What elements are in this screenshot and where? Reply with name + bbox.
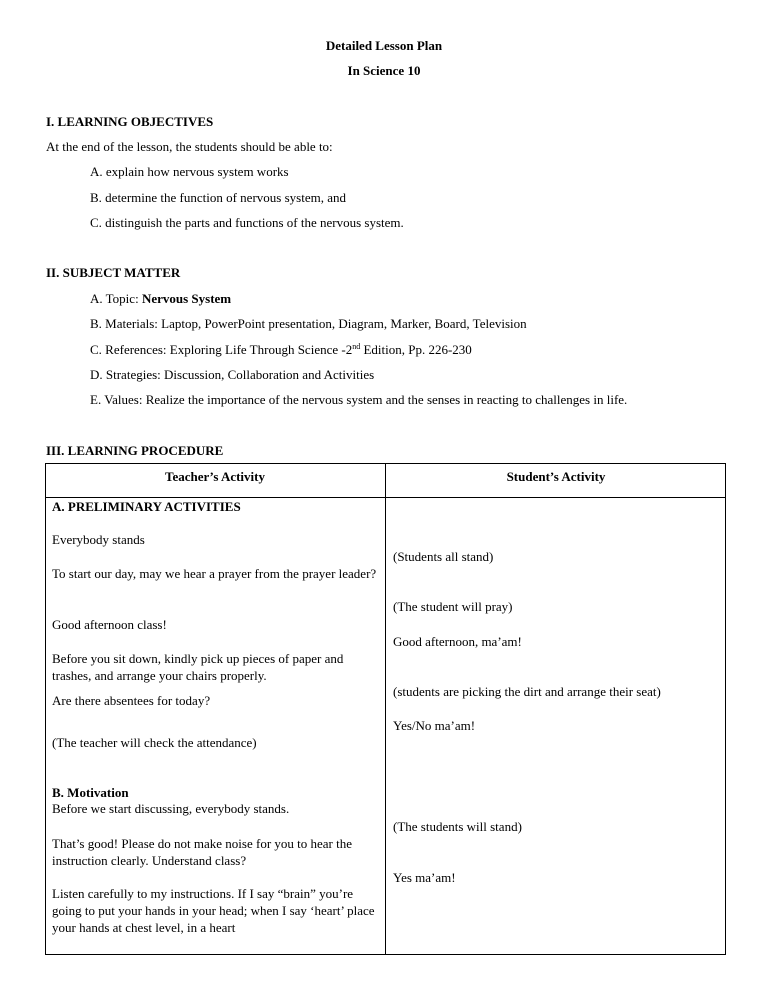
teacher-line: Are there absentees for today? [52, 693, 211, 708]
student-line: Yes/No ma’am! [393, 718, 476, 733]
teacher-line: Listen carefully to my instructions. If I say “brain” you’re going to put your hands in your head; when I say ‘heart’ place your hands at chest level, in a heart [52, 886, 375, 935]
topic-label: A. Topic: [90, 291, 142, 306]
column-header-teacher: Teacher’s Activity [164, 469, 265, 484]
document-subtitle: In Science 10 [347, 63, 421, 78]
teacher-line: Good afternoon class! [52, 617, 167, 632]
teacher-line: Before you sit down, kindly pick up pieces of paper and trashes, and arrange your chairs properly. [52, 651, 344, 683]
subject-matter-heading: II. SUBJECT MATTER [46, 265, 181, 280]
values-line: E. Values: Realize the importance of the nervous system and the senses in reacting to challenges in life. [90, 392, 628, 407]
student-line: (Students all stand) [393, 549, 494, 564]
topic-value: Nervous System [141, 291, 232, 306]
teacher-line: That’s good! Please do not make noise for you to hear the instruction clearly. Understand class? [52, 836, 353, 868]
procedure-heading: III. LEARNING PROCEDURE [46, 443, 224, 458]
document-title: Detailed Lesson Plan [325, 38, 443, 53]
teacher-line: Before we start discussing, everybody stands. [52, 801, 290, 816]
column-header-student: Student’s Activity [506, 469, 606, 484]
motivation-heading: B. Motivation [52, 785, 129, 800]
references-suffix: Edition, Pp. 226-230 [360, 342, 472, 357]
materials-line: B. Materials: Laptop, PowerPoint presentation, Diagram, Marker, Board, Television [90, 316, 527, 331]
table-header-divider [45, 497, 726, 498]
objective-item-b: B. determine the function of nervous system, and [90, 190, 346, 205]
student-line: (students are picking the dirt and arrange their seat) [393, 684, 661, 699]
teacher-line: To start our day, may we hear a prayer from the prayer leader? [52, 566, 377, 581]
section-preliminary-heading: A. PRELIMINARY ACTIVITIES [52, 499, 241, 514]
objectives-intro: At the end of the lesson, the students should be able to: [46, 139, 333, 154]
student-line: Yes ma’am! [393, 870, 456, 885]
student-line: (The student will pray) [393, 599, 513, 614]
teacher-line: (The teacher will check the attendance) [52, 735, 257, 750]
references-superscript: nd [352, 342, 361, 351]
topic-line [90, 291, 231, 307]
objective-item-c: C. distinguish the parts and functions of the nervous system. [90, 215, 404, 230]
teacher-line: Everybody stands [52, 532, 145, 547]
references-line [90, 342, 472, 358]
objective-item-a: A. explain how nervous system works [90, 164, 289, 179]
student-line: (The students will stand) [393, 819, 522, 834]
table-column-divider [385, 463, 386, 955]
student-line: Good afternoon, ma’am! [393, 634, 522, 649]
objectives-heading: I. LEARNING OBJECTIVES [46, 114, 214, 129]
references-prefix: C. References: Exploring Life Through Science -2 [90, 342, 353, 357]
strategies-line: D. Strategies: Discussion, Collaboration and Activities [90, 367, 375, 382]
